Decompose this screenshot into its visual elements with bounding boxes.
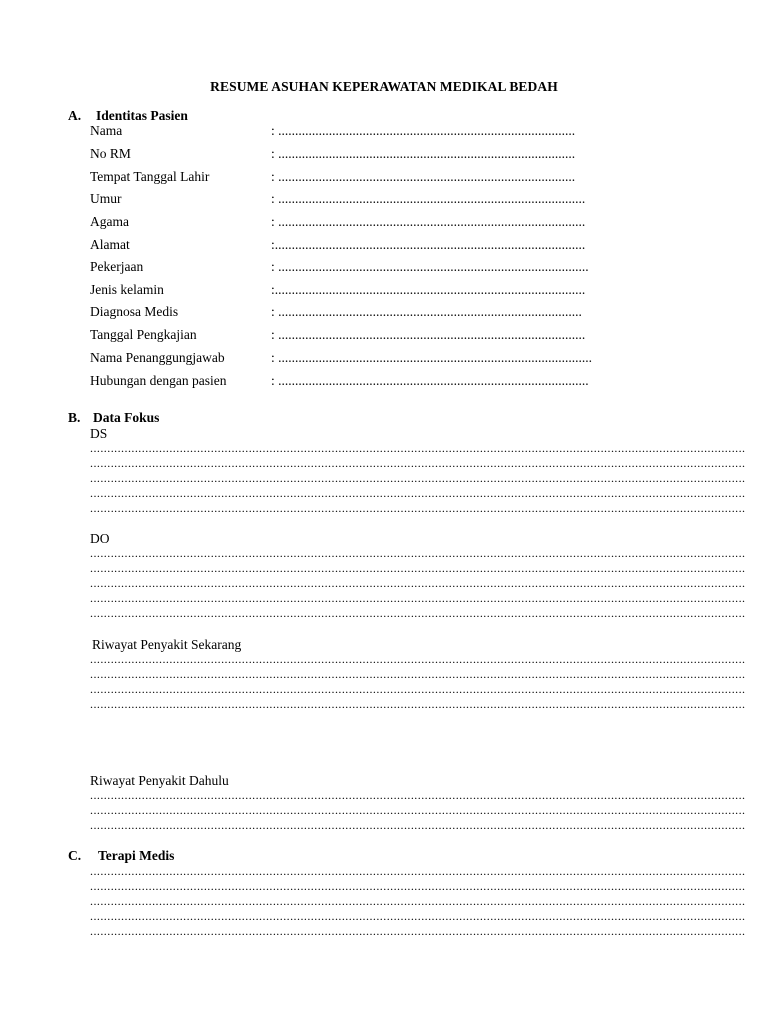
ds-line: .............................................................................................................................................................................................. xyxy=(90,486,746,500)
do-line: .............................................................................................................................................................................................. xyxy=(90,606,746,620)
field-value-tanggal-pengkajian: : ........................................................................................... xyxy=(271,327,586,342)
riwayat-sekarang-line: .............................................................................................................................................................................................. xyxy=(90,682,746,696)
do-line: .............................................................................................................................................................................................. xyxy=(90,561,746,575)
riwayat-dahulu-label: Riwayat Penyakit Dahulu xyxy=(90,773,229,788)
riwayat-sekarang-label: Riwayat Penyakit Sekarang xyxy=(92,637,242,652)
terapi-line: .............................................................................................................................................................................................. xyxy=(90,894,746,908)
field-label-ttl: Tempat Tanggal Lahir xyxy=(90,169,210,184)
field-value-agama: : ........................................................................................... xyxy=(271,214,586,229)
riwayat-dahulu-line: .............................................................................................................................................................................................. xyxy=(90,788,746,802)
field-value-diagnosa-medis: : .......................................................................................... xyxy=(271,304,582,319)
do-line: .............................................................................................................................................................................................. xyxy=(90,591,746,605)
field-label-tanggal-pengkajian: Tanggal Pengkajian xyxy=(90,327,197,342)
ds-line: .............................................................................................................................................................................................. xyxy=(90,501,746,515)
page-title: RESUME ASUHAN KEPERAWATAN MEDIKAL BEDAH xyxy=(210,79,558,94)
do-line: .............................................................................................................................................................................................. xyxy=(90,546,746,560)
field-value-pekerjaan: : ............................................................................................ xyxy=(271,259,589,274)
field-label-umur: Umur xyxy=(90,191,122,206)
field-value-hubungan: : ............................................................................................ xyxy=(271,373,589,388)
riwayat-sekarang-line: .............................................................................................................................................................................................. xyxy=(90,652,746,666)
field-value-penanggungjawab: : ............................................................................................. xyxy=(271,350,593,365)
terapi-line: .............................................................................................................................................................................................. xyxy=(90,924,746,938)
field-label-hubungan: Hubungan dengan pasien xyxy=(90,373,227,388)
section-a-heading: Identitas Pasien xyxy=(96,108,188,123)
riwayat-dahulu-line: .............................................................................................................................................................................................. xyxy=(90,818,746,832)
field-value-nama: : ........................................................................................ xyxy=(271,123,576,138)
field-label-agama: Agama xyxy=(90,214,129,229)
field-value-jenis-kelamin: :............................................................................................ xyxy=(271,282,586,297)
field-label-penanggungjawab: Nama Penanggungjawab xyxy=(90,350,225,365)
riwayat-sekarang-line: .............................................................................................................................................................................................. xyxy=(90,667,746,681)
ds-label: DS xyxy=(90,426,108,441)
section-b-heading: Data Fokus xyxy=(93,410,160,425)
field-label-pekerjaan: Pekerjaan xyxy=(90,259,144,274)
field-label-alamat: Alamat xyxy=(90,237,130,252)
field-label-diagnosa-medis: Diagnosa Medis xyxy=(90,304,179,319)
field-value-umur: : ........................................................................................... xyxy=(271,191,586,206)
section-c-letter: C. xyxy=(68,848,82,863)
field-value-ttl: : ........................................................................................ xyxy=(271,169,576,184)
field-value-alamat: :............................................................................................ xyxy=(271,237,586,252)
terapi-line: .............................................................................................................................................................................................. xyxy=(90,879,746,893)
ds-line: .............................................................................................................................................................................................. xyxy=(90,441,746,455)
ds-line: .............................................................................................................................................................................................. xyxy=(90,456,746,470)
ds-line: .............................................................................................................................................................................................. xyxy=(90,471,746,485)
riwayat-dahulu-line: .............................................................................................................................................................................................. xyxy=(90,803,746,817)
section-b-letter: B. xyxy=(68,410,81,425)
do-label: DO xyxy=(90,531,110,546)
field-label-no-rm: No RM xyxy=(90,146,131,161)
riwayat-sekarang-line: .............................................................................................................................................................................................. xyxy=(90,697,746,711)
terapi-line: .............................................................................................................................................................................................. xyxy=(90,864,746,878)
field-value-no-rm: : ........................................................................................ xyxy=(271,146,576,161)
do-line: .............................................................................................................................................................................................. xyxy=(90,576,746,590)
section-c-heading: Terapi Medis xyxy=(98,848,175,863)
terapi-line: .............................................................................................................................................................................................. xyxy=(90,909,746,923)
field-label-nama: Nama xyxy=(90,123,123,138)
field-label-jenis-kelamin: Jenis kelamin xyxy=(90,282,164,297)
section-a-letter: A. xyxy=(68,108,82,123)
